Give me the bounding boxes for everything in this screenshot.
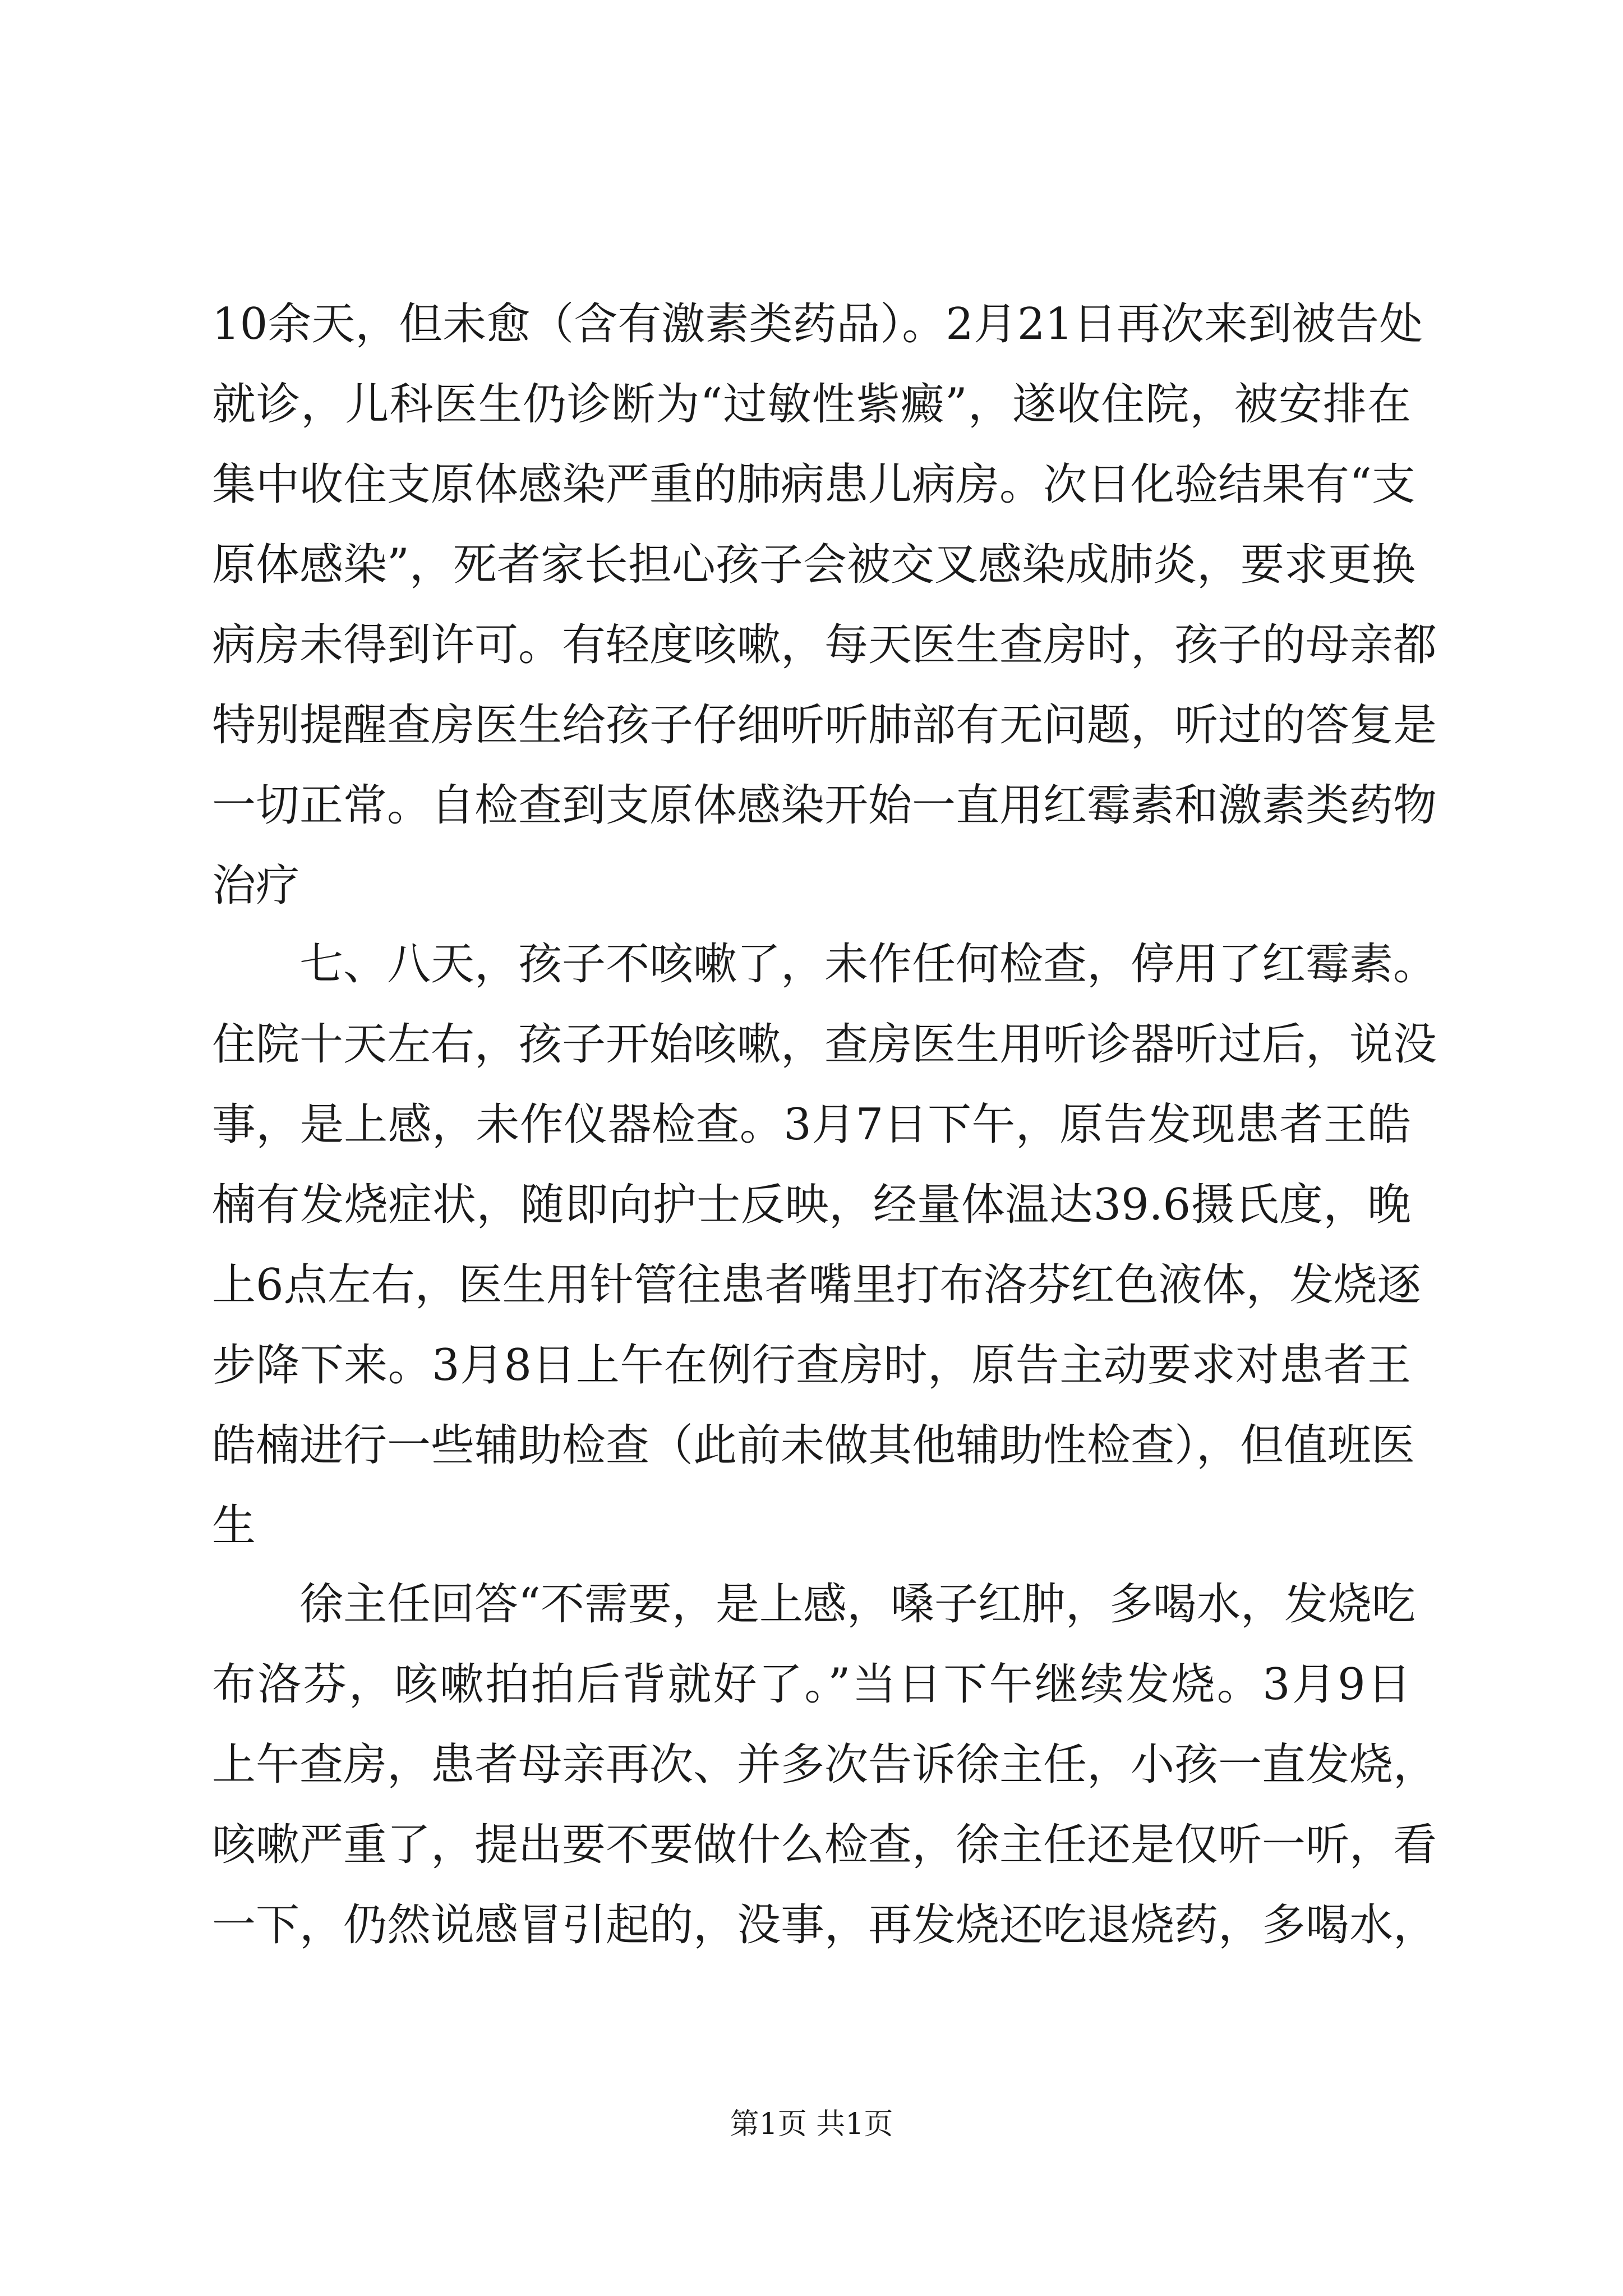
text-line: 七、八天，孩子不咳嗽了，未作任何检查，停用了红霉素。	[299, 939, 1437, 990]
text-line: 布洛芬，咳嗽拍拍后背就好了。”当日下午继续发烧。3月9日	[212, 1659, 1411, 1710]
text-line: 楠有发烧症状，随即向护士反映，经量体温达39.6摄氏度，晚	[212, 1180, 1411, 1230]
text-line: 一下，仍然说感冒引起的，没事，再发烧还吃退烧药，多喝水，	[212, 1900, 1437, 1950]
text-line: 病房未得到许可。有轻度咳嗽，每天医生查房时，孩子的母亲都	[212, 620, 1437, 670]
text-line: 住院十天左右，孩子开始咳嗽，查房医生用听诊器听过后，说没	[212, 1019, 1437, 1070]
text-line: 徐主任回答“不需要，是上感，嗓子红肿，多喝水，发烧吃	[299, 1579, 1415, 1630]
text-line: 集中收住支原体感染严重的肺病患儿病房。次日化验结果有“支	[212, 459, 1415, 510]
text-line: 治疗	[212, 861, 300, 911]
text-line: 生	[212, 1501, 256, 1551]
text-line: 一切正常。自检查到支原体感染开始一直用红霉素和激素类药物	[212, 780, 1437, 831]
page-footer: 第1页 共1页	[730, 2108, 893, 2141]
text-line: 步降下来。3月8日上午在例行查房时，原告主动要求对患者王	[212, 1340, 1411, 1391]
text-line: 10余天，但未愈（含有激素类药品）。2月21日再次来到被告处	[212, 299, 1423, 349]
text-line: 皓楠进行一些辅助检查（此前未做其他辅助性检查），但值班医	[212, 1420, 1415, 1471]
text-line: 特别提醒查房医生给孩子仔细听听肺部有无问题，听过的答复是	[212, 700, 1437, 751]
text-line: 咳嗽严重了，提出要不要做什么检查，徐主任还是仅听一听，看	[212, 1820, 1437, 1870]
text-line: 就诊，儿科医生仍诊断为“过敏性紫癜”，遂收住院，被安排在	[212, 379, 1411, 430]
text-line: 上午查房，患者母亲再次、并多次告诉徐主任，小孩一直发烧，	[212, 1740, 1437, 1790]
text-line: 事，是上感，未作仪器检查。3月7日下午，原告发现患者王皓	[212, 1099, 1411, 1150]
text-line: 原体感染”，死者家长担心孩子会被交叉感染成肺炎，要求更换	[212, 540, 1415, 590]
text-line: 上6点左右，医生用针管往患者嘴里打布洛芬红色液体，发烧逐	[212, 1260, 1421, 1310]
